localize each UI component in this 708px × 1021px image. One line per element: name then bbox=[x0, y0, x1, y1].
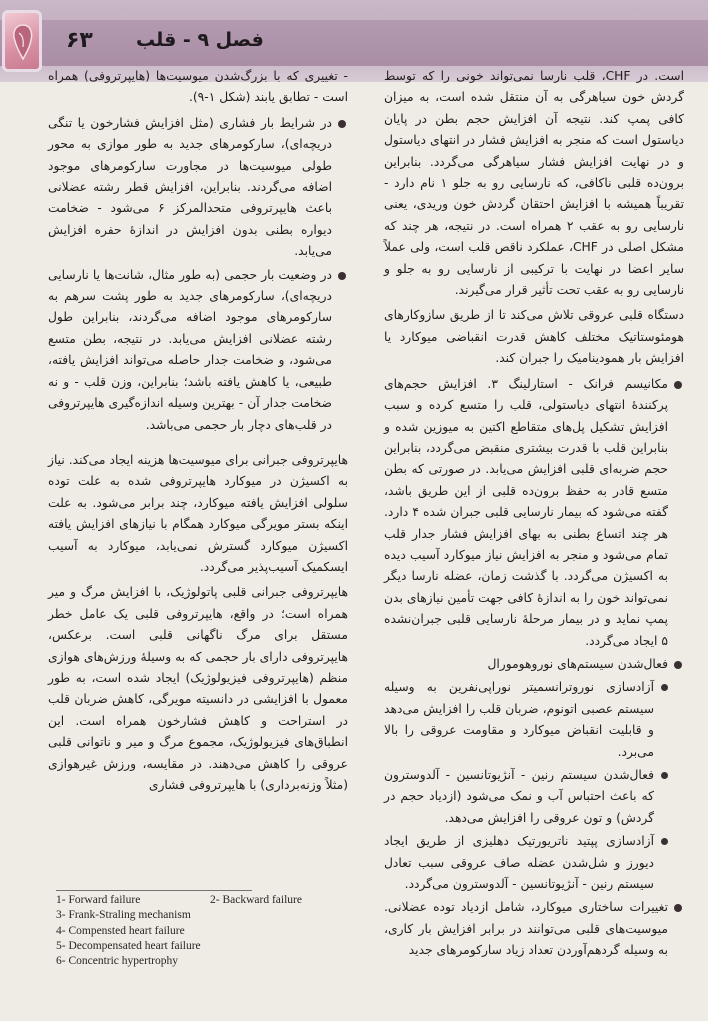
chapter-title: فصل ۹ - قلب bbox=[136, 29, 264, 51]
page-number: ۶۳ bbox=[66, 28, 93, 53]
right-column bbox=[384, 66, 684, 976]
bullet-item: در وضعیت بار حجمی (به طور مثال، شانت‌ها یا نارسایی دریچه‌ای)، سارکومرهای جدید به طور پشت سرهم به سارکومرهای موجود اضافه می‌گردند، بنابراین طول رشته عضلانی افزایش می‌یابد. در نتیجه، بطن متسع می‌شود، و ضخامت جدار حاصله می‌تواند افزایش یافته، طبیعی، یا کاهش یافته باشد؛ بنابراین، وزن قلب - و نه ضخامت جدار آن - بهترین وسیله اندازه‌گیری هایپرتروفی در قلب‌های دچار بار حجمی می‌باشد. bbox=[48, 265, 348, 436]
paragraph: دستگاه قلبی عروقی تلاش می‌کند تا از طریق سازوکارهای هومئوستاتیک مختلف کاهش قدرت انقباضی میوکارد یا افزایش بار همودینامیک را جبران کند. bbox=[384, 308, 684, 366]
footnote: 6- Concentric hypertrophy bbox=[56, 955, 178, 968]
footnote-row bbox=[56, 893, 302, 908]
footnote: 3- Frank-Straling mechanism bbox=[56, 909, 191, 922]
header-band bbox=[0, 20, 708, 66]
footnote: 4- Compensted heart failure bbox=[56, 924, 185, 937]
heart-figure-icon bbox=[9, 21, 37, 61]
book-logo bbox=[2, 10, 42, 72]
bullet-item: مکانیسم فرانک - استارلینگ ۳. افزایش حجم‌های پرکنندهٔ انتهای دیاستولی، قلب را متسع کرده و سبب افزایش تشکیل پل‌های متقاطع اکتین به میوزین شده و بنابراین قلب با قدرت بیشتری منقبض می‌گردد، بنابراین حجم ضربه‌ای قلبی افزایش می‌یابد. در صورتی که بطن متسع قادر به حفظ برون‌ده قلبی از این طریق باشد، گفته می‌شود که بیمار نارسایی قلبی جبران شده ۴ دارد. هر چند اتساع بطنی به بهای افزایش فشار جدار قلب تمام می‌شود و منجر به افزایش نیاز میوکارد آسیب دیده به اکسیژن می‌گردد. با گذشت زمان، عضله نارسا دیگر نمی‌تواند خون را به اندازهٔ کافی جهت تأمین نیازهای بدن پمپ نماید و در بیمار مرحلهٔ نارسایی قلبی جبران‌نشده ۵ ایجاد می‌گردد. bbox=[384, 374, 684, 652]
footnote: 1- Forward failure bbox=[56, 894, 141, 906]
footnote: 5- Decompensated heart failure bbox=[56, 939, 201, 952]
body-columns bbox=[48, 66, 684, 986]
paragraph: هایپرتروفی جبرانی برای میوسیت‌ها هزینه ایجاد می‌کند. نیاز به اکسیژن در میوکارد هایپرتروفی شده به علت توده سلولی افزایش یافته میوکارد، چند برابر می‌شود. به علت اینکه بستر مویرگی میوکارد همگام با نیازهای افزایش یافته اکسیژن میوکارد گسترش نمی‌یابد، میوکارد به آسیب ایسکمیک آسیب‌پذیر می‌گردد. bbox=[48, 452, 348, 574]
sub-bullet-item: فعال‌شدن سیستم رنین - آنژیوتانسین - آلدوسترون که باعث احتباس آب و نمک می‌شود (ازدیاد حجم در گردش) و تون عروقی را افزایش می‌دهد. bbox=[384, 765, 684, 829]
sub-bullet-item: آزادسازی پپتید ناتریورتیک دهلیزی از طریق ایجاد دیورز و شل‌شدن عضله صاف عروقی سبب تعادل سیستم رنین - آنژیوتانسین - آلدوسترون می‌گردد. bbox=[384, 831, 684, 895]
bullet-item: در شرایط بار فشاری (مثل افزایش فشارخون یا تنگی دریچه‌ای)، سارکومرهای جدید به طور موازی به محور طولی میوسیت‌ها در مجاورت سارکومرهای موجود اضافه می‌گردند. بنابراین، افزایش قطر رشته عضلانی باعث هایپرتروفی متحدالمرکز ۶ می‌شود - ضخامت دیواره بطنی بدون افزایش در اندازهٔ حفره افزایش می‌یابد. bbox=[48, 113, 348, 263]
sub-bullet-item: آزادسازی نوروترانسمیتر نوراپی‌نفرین به وسیله سیستم عصبی اتونوم، ضربان قلب را افزایش می‌دهد و قابلیت انقباض میوکارد و مقاومت عروقی را بالا می‌برد. bbox=[384, 677, 684, 763]
paragraph: است. در CHF، قلب نارسا نمی‌تواند خونی را که توسط گردش خون سیاهرگی به آن منتقل شده است، به میزان کافی پمپ کند. نتیجه آن افزایش حجم بطن در پایان دیاستول است که منجر به افزایش فشار در انتهای دیاستول و در نهایت افزایش فشار سیاهرگی می‌گردد. بنابراین برون‌ده قلبی ناکافی، که نارسایی رو به جلو ۱ نام دارد - تقریباً همیشه با افزایش احتقان گردش خون وریدی، یعنی نارسایی رو به عقب ۲ همراه است. در نتیجه، هر چند که مشکل اصلی در CHF، عملکرد ناقص قلب است، ولی عملاً سایر اعضا در نهایت با ترکیبی از نارسایی رو به جلو و نارسایی رو به عقب تحت تأثیر قرار می‌گیرند. bbox=[384, 69, 685, 298]
bullet-item: تغییرات ساختاری میوکارد، شامل ازدیاد توده عضلانی. میوسیت‌های قلبی می‌توانند در برابر افزایش بار کاری، به وسیله گردهم‌آوردن تعداد زیاد سارکومرهای جدید bbox=[384, 897, 684, 961]
paragraph: هایپرتروفی جبرانی قلبی پاتولوژیک، با افزایش مرگ و میر همراه است؛ در واقع، هایپرتروفی قلبی یک عامل خطر مستقل برای مرگ ناگهانی قلبی است. برعکس، هایپرتروفی دارای بار حجمی که به وسیلهٔ ورزش‌های هوازی منظم (هایپرتروفی فیزیولوژیک) ایجاد شده است، به طور معمول با افزایشی در دانسیته مویرگی، کاهش ضربان قلب در استراحت و کاهش فشارخون همراه است. این انطباق‌های فیزیولوژیک، مجموع مرگ و میر و ناتوانی قلبی عروقی را کاهش می‌دهند. در مقایسه، ورزش غیرهوازی (مثلاً وزنه‌برداری) با هایپرتروفی فشاری bbox=[48, 585, 348, 792]
spacer bbox=[48, 438, 348, 450]
footnote-divider bbox=[56, 890, 252, 891]
footnotes bbox=[56, 893, 306, 969]
left-column bbox=[48, 66, 348, 976]
paragraph: - تغییری که با بزرگ‌شدن میوسیت‌ها (هایپرتروفی) همراه است - تطابق یابند (شکل ۱-۹). bbox=[48, 69, 348, 105]
footnote: 2- Backward failure bbox=[210, 894, 302, 906]
bullet-item: فعال‌شدن سیستم‌های نوروهومورال bbox=[384, 654, 684, 675]
